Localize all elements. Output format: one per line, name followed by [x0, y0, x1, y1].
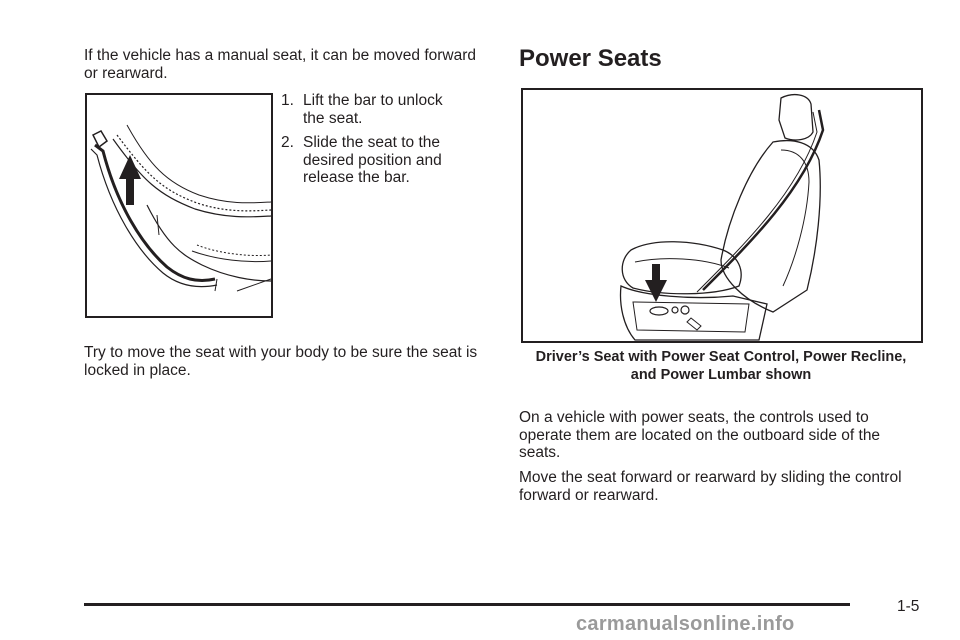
step-1 — [281, 92, 481, 128]
step-1-text: Lift the bar to unlock the seat. — [303, 92, 443, 127]
step-2 — [281, 134, 481, 188]
power-seat-controls-location: On a vehicle with power seats, the controls used to operate them are located on the outboard side of the seats. — [519, 409, 881, 461]
power-seat-slide-instruction: Move the seat forward or rearward by sliding the control forward or rearward. — [519, 469, 902, 504]
section-heading: Power Seats — [519, 45, 662, 72]
step-1-number: 1. — [281, 92, 294, 109]
manual-seat-intro: If the vehicle has a manual seat, it can be moved forward or rearward. — [84, 47, 477, 82]
power-seat-illustration — [521, 88, 923, 343]
manual-seat-check: Try to move the seat with your body to be sure the seat is locked in place. — [84, 344, 478, 379]
footer-rule — [84, 603, 850, 606]
manual-seat-bar-illustration — [85, 93, 273, 318]
watermark: carmanualsonline.info — [576, 613, 795, 635]
page-number: 1-5 — [897, 598, 920, 615]
step-2-number: 2. — [281, 134, 294, 151]
step-2-text: Slide the seat to the desired position and release the bar. — [303, 134, 442, 186]
figure-caption: Driver’s Seat with Power Seat Control, Power Recline, and Power Lumbar shown — [535, 349, 907, 383]
